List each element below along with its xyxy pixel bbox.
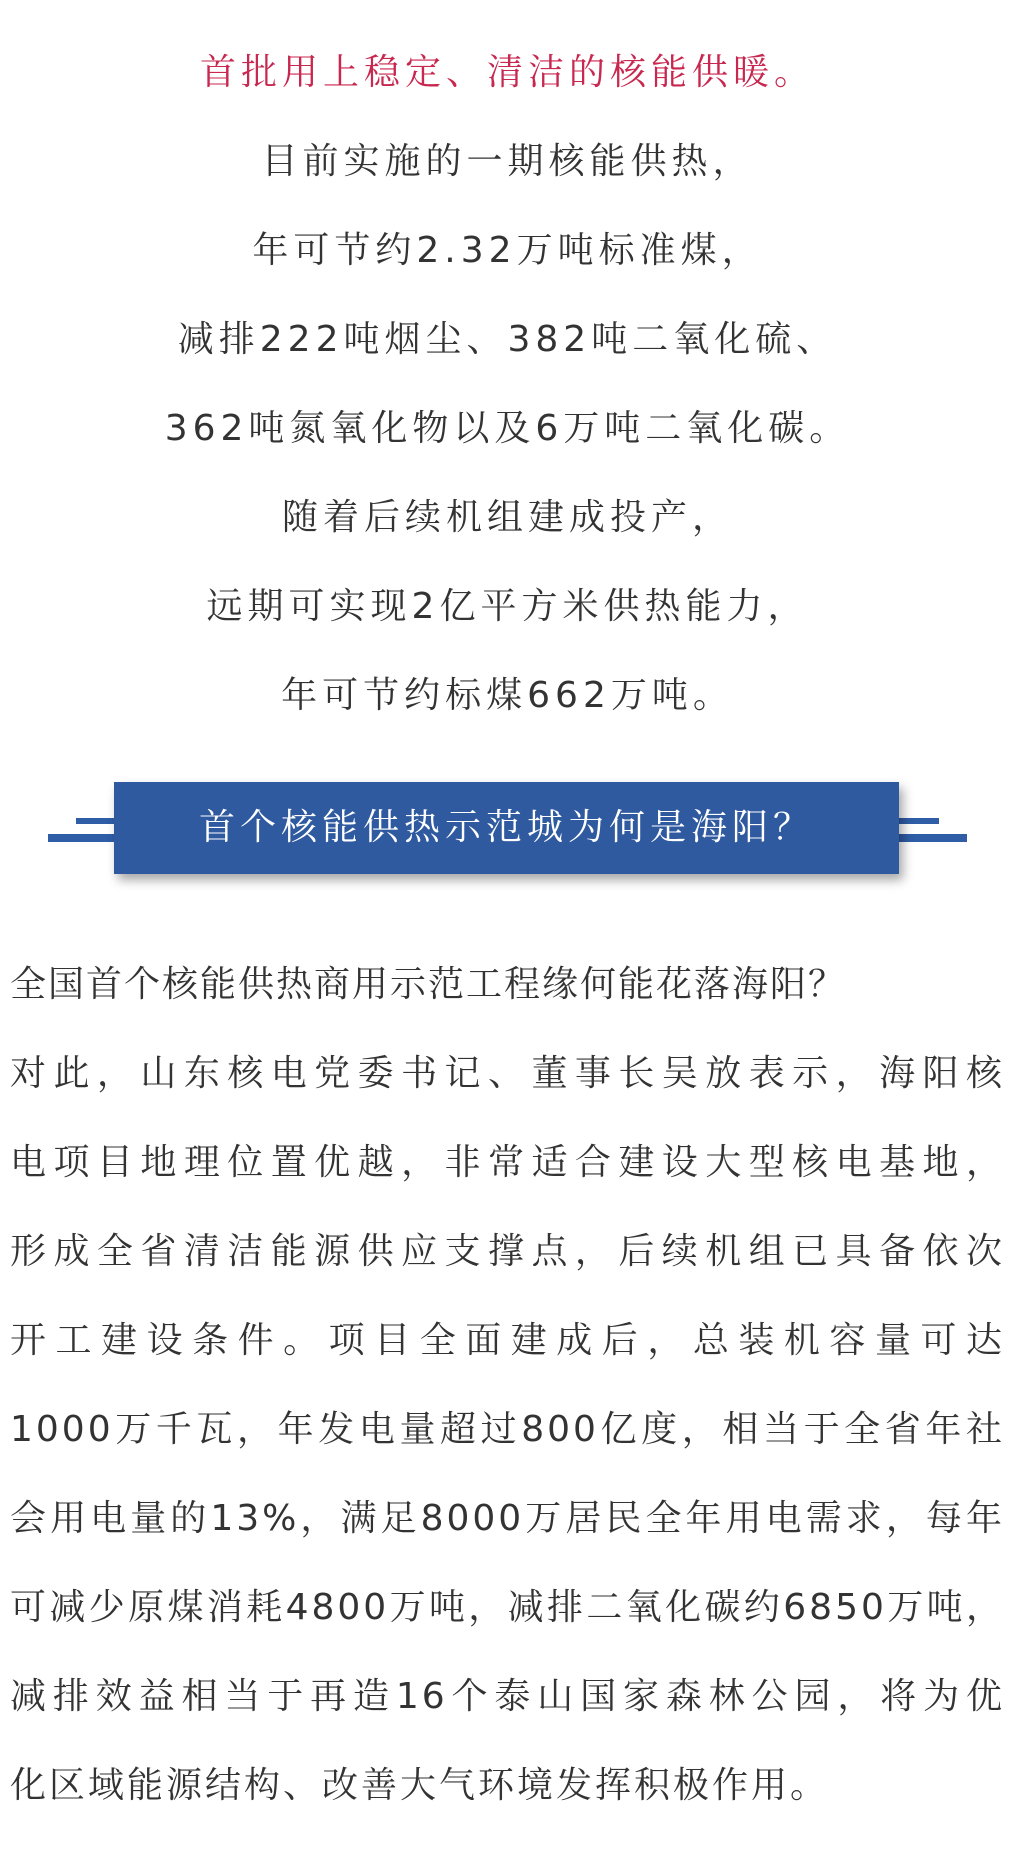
article-line: 电项目地理位置优越，非常适合建设大型核电基地， <box>10 1142 1005 1183</box>
banner-decoration-left-short <box>76 818 116 824</box>
section-heading: 首个核能供热示范城为何是海阳？ <box>114 782 899 874</box>
article-body <box>10 940 1005 1830</box>
intro-line: 减排222吨烟尘、382吨二氧化硫、 <box>177 319 838 360</box>
intro-line: 362吨氮氧化物以及6万吨二氧化碳。 <box>164 408 851 449</box>
intro-line-highlight: 首批用上稳定、清洁的核能供暖。 <box>199 52 815 93</box>
banner-decoration-right-short <box>899 818 939 824</box>
article-line: 对此，山东核电党委书记、董事长吴放表示，海阳核 <box>10 1053 1005 1094</box>
intro-line: 年可节约2.32万吨标准煤， <box>252 230 763 271</box>
section-heading-banner <box>40 782 975 882</box>
article-line: 开工建设条件。项目全面建成后，总装机容量可达 <box>10 1320 1005 1361</box>
article-question <box>10 940 1005 1029</box>
article-line: 1000万千瓦，年发电量超过800亿度，相当于全省年社 <box>10 1409 1005 1450</box>
intro-line: 年可节约标煤662万吨。 <box>281 675 734 716</box>
intro-line: 随着后续机组建成投产， <box>281 497 733 538</box>
article-line: 化区域能源结构、改善大气环境发挥积极作用。 <box>10 1765 830 1806</box>
intro-block <box>0 28 1015 740</box>
article-line: 会用电量的13%，满足8000万居民全年用电需求，每年 <box>10 1498 1005 1539</box>
article-line: 可减少原煤消耗4800万吨，减排二氧化碳约6850万吨， <box>10 1587 1005 1628</box>
article-line: 形成全省清洁能源供应支撑点，后续机组已具备依次 <box>10 1231 1005 1272</box>
article-paragraph <box>10 1029 1005 1830</box>
article-question-text: 全国首个核能供热商用示范工程缘何能花落海阳？ <box>10 964 847 1005</box>
article-line: 减排效益相当于再造16个泰山国家森林公园，将为优 <box>10 1676 1005 1717</box>
intro-line: 目前实施的一期核能供热， <box>261 141 754 182</box>
intro-line: 远期可实现2亿平方米供热能力， <box>206 586 809 627</box>
banner-decoration-right-long <box>887 834 967 842</box>
